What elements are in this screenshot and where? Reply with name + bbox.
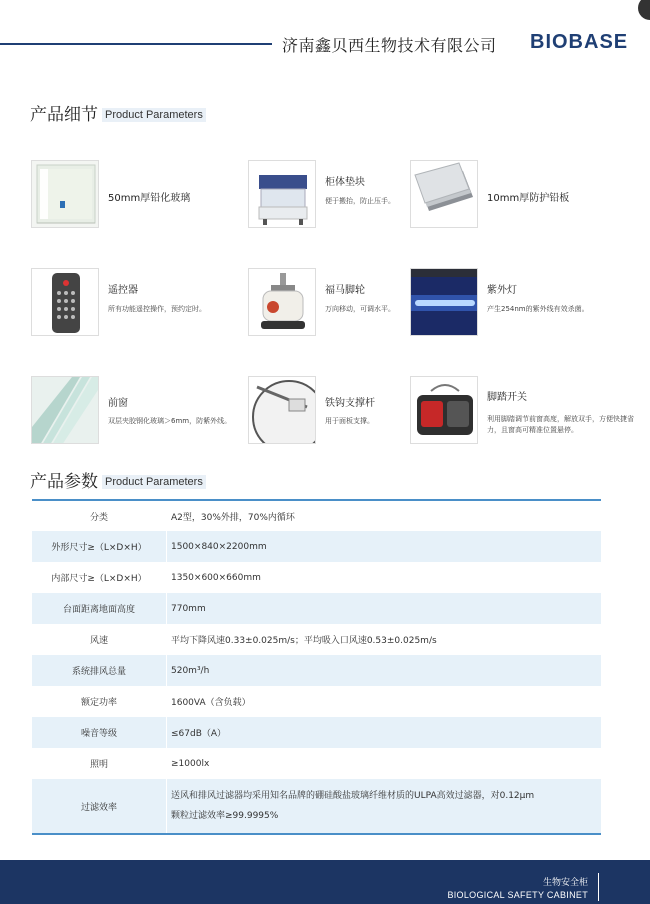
feature-uv-lamp [410,268,610,336]
feature-front-window [31,376,231,444]
foot-switch-image [410,376,478,444]
table-row [32,717,601,748]
cabinet-block-image [248,160,316,228]
feature-title: 紫外灯 [487,285,517,296]
feature-foot-switch [410,376,634,444]
param-key: 过滤效率 [32,779,167,834]
lead-plate-image [410,160,478,228]
feature-title: 铁钩支撑杆 [325,398,375,409]
params-section-title [30,467,206,492]
feature-title: 10mm厚防护铅板 [487,193,570,204]
param-key: 分类 [89,512,108,523]
param-key: 内部尺寸≥（L×D×H） [51,574,147,584]
feature-desc: 利用脚踏调节前窗高度，解放双手，方便快捷省力，且窗高可精准位置悬停。 [487,415,634,434]
details-title-en: Product Parameters [102,108,206,122]
param-value: 1500×840×2200mm [167,531,602,562]
param-value: 520m³/h [167,655,602,686]
uv-lamp-image [410,268,478,336]
param-value-line: 送风和排风过滤器均采用知名品牌的硼硅酸盐玻璃纤维材质的ULPA高效过滤器，对0.12μm [171,791,535,801]
company-name: 济南鑫贝西生物技术有限公司 [282,36,497,55]
caster-wheel-image [248,268,316,336]
param-key: 外形尺寸≥（L×D×H） [32,531,167,562]
footer-bar [0,860,650,904]
feature-desc: 用于面板支撑。 [325,417,374,425]
remote-control-image [31,268,99,336]
param-value: 770mm [167,593,602,624]
param-value: ≤67dB（A） [167,717,602,748]
param-value: ≥1000lx [167,748,602,779]
feature-lead-glass [31,160,231,228]
lead-glass-image [31,160,99,228]
footer-divider [598,873,599,901]
param-value: 1600VA（含负载） [167,686,602,717]
feature-desc: 万向移动，可调水平。 [325,305,395,313]
param-value: 平均下降风速0.33±0.025m/s；平均吸入口风速0.53±0.025m/s [167,624,602,655]
page-corner-tab [638,0,650,20]
front-window-image [31,376,99,444]
param-value: A2型，30%外排，70%内循环 [167,500,602,531]
param-key: 噪音等级 [32,717,167,748]
feature-lead-plate [410,160,610,228]
details-section-title [30,100,206,125]
table-row [32,779,601,834]
param-key: 额定功率 [80,698,117,708]
feature-title: 脚踏开关 [487,392,527,403]
table-row [32,624,601,655]
feature-desc: 所有功能遥控操作，预约定时。 [108,305,206,313]
parameters-table [32,499,601,835]
param-value-line: 颗粒过滤效率≥99.9995% [171,811,279,821]
table-row [32,686,601,717]
feature-remote [31,268,231,336]
table-row [32,748,601,779]
details-title-cn: 产品细节 [30,105,98,125]
table-row [32,562,601,593]
table-row [32,500,601,531]
param-value: 1350×600×660mm [167,562,602,593]
feature-desc: 双层夹胶钢化玻璃＞6mm，防紫外线。 [108,417,232,425]
feature-title: 福马脚轮 [325,285,365,296]
footer-product-cn: 生物安全柜 [542,878,588,888]
params-title-en: Product Parameters [102,475,206,489]
param-key: 风速 [89,636,108,646]
feature-desc: 便于搬抬，防止压手。 [325,197,395,205]
param-key: 照明 [89,760,108,770]
table-row [32,655,601,686]
feature-title: 柜体垫块 [325,177,365,188]
feature-title: 前窗 [108,398,128,409]
feature-title: 50mm厚铅化玻璃 [108,193,191,204]
support-rod-image [248,376,316,444]
header-rule [0,43,272,45]
table-row [32,531,601,562]
param-key: 台面距离地面高度 [32,593,167,624]
feature-title: 遥控器 [108,285,138,296]
footer-product-en: BIOLOGICAL SAFETY CABINET [447,890,588,900]
params-title-cn: 产品参数 [30,472,98,492]
brand-logo: BIOBASE [530,31,629,53]
param-key: 系统排风总量 [32,655,167,686]
feature-desc: 产生254nm的紫外线有效杀菌。 [487,305,589,313]
table-row [32,593,601,624]
param-value [167,779,602,834]
